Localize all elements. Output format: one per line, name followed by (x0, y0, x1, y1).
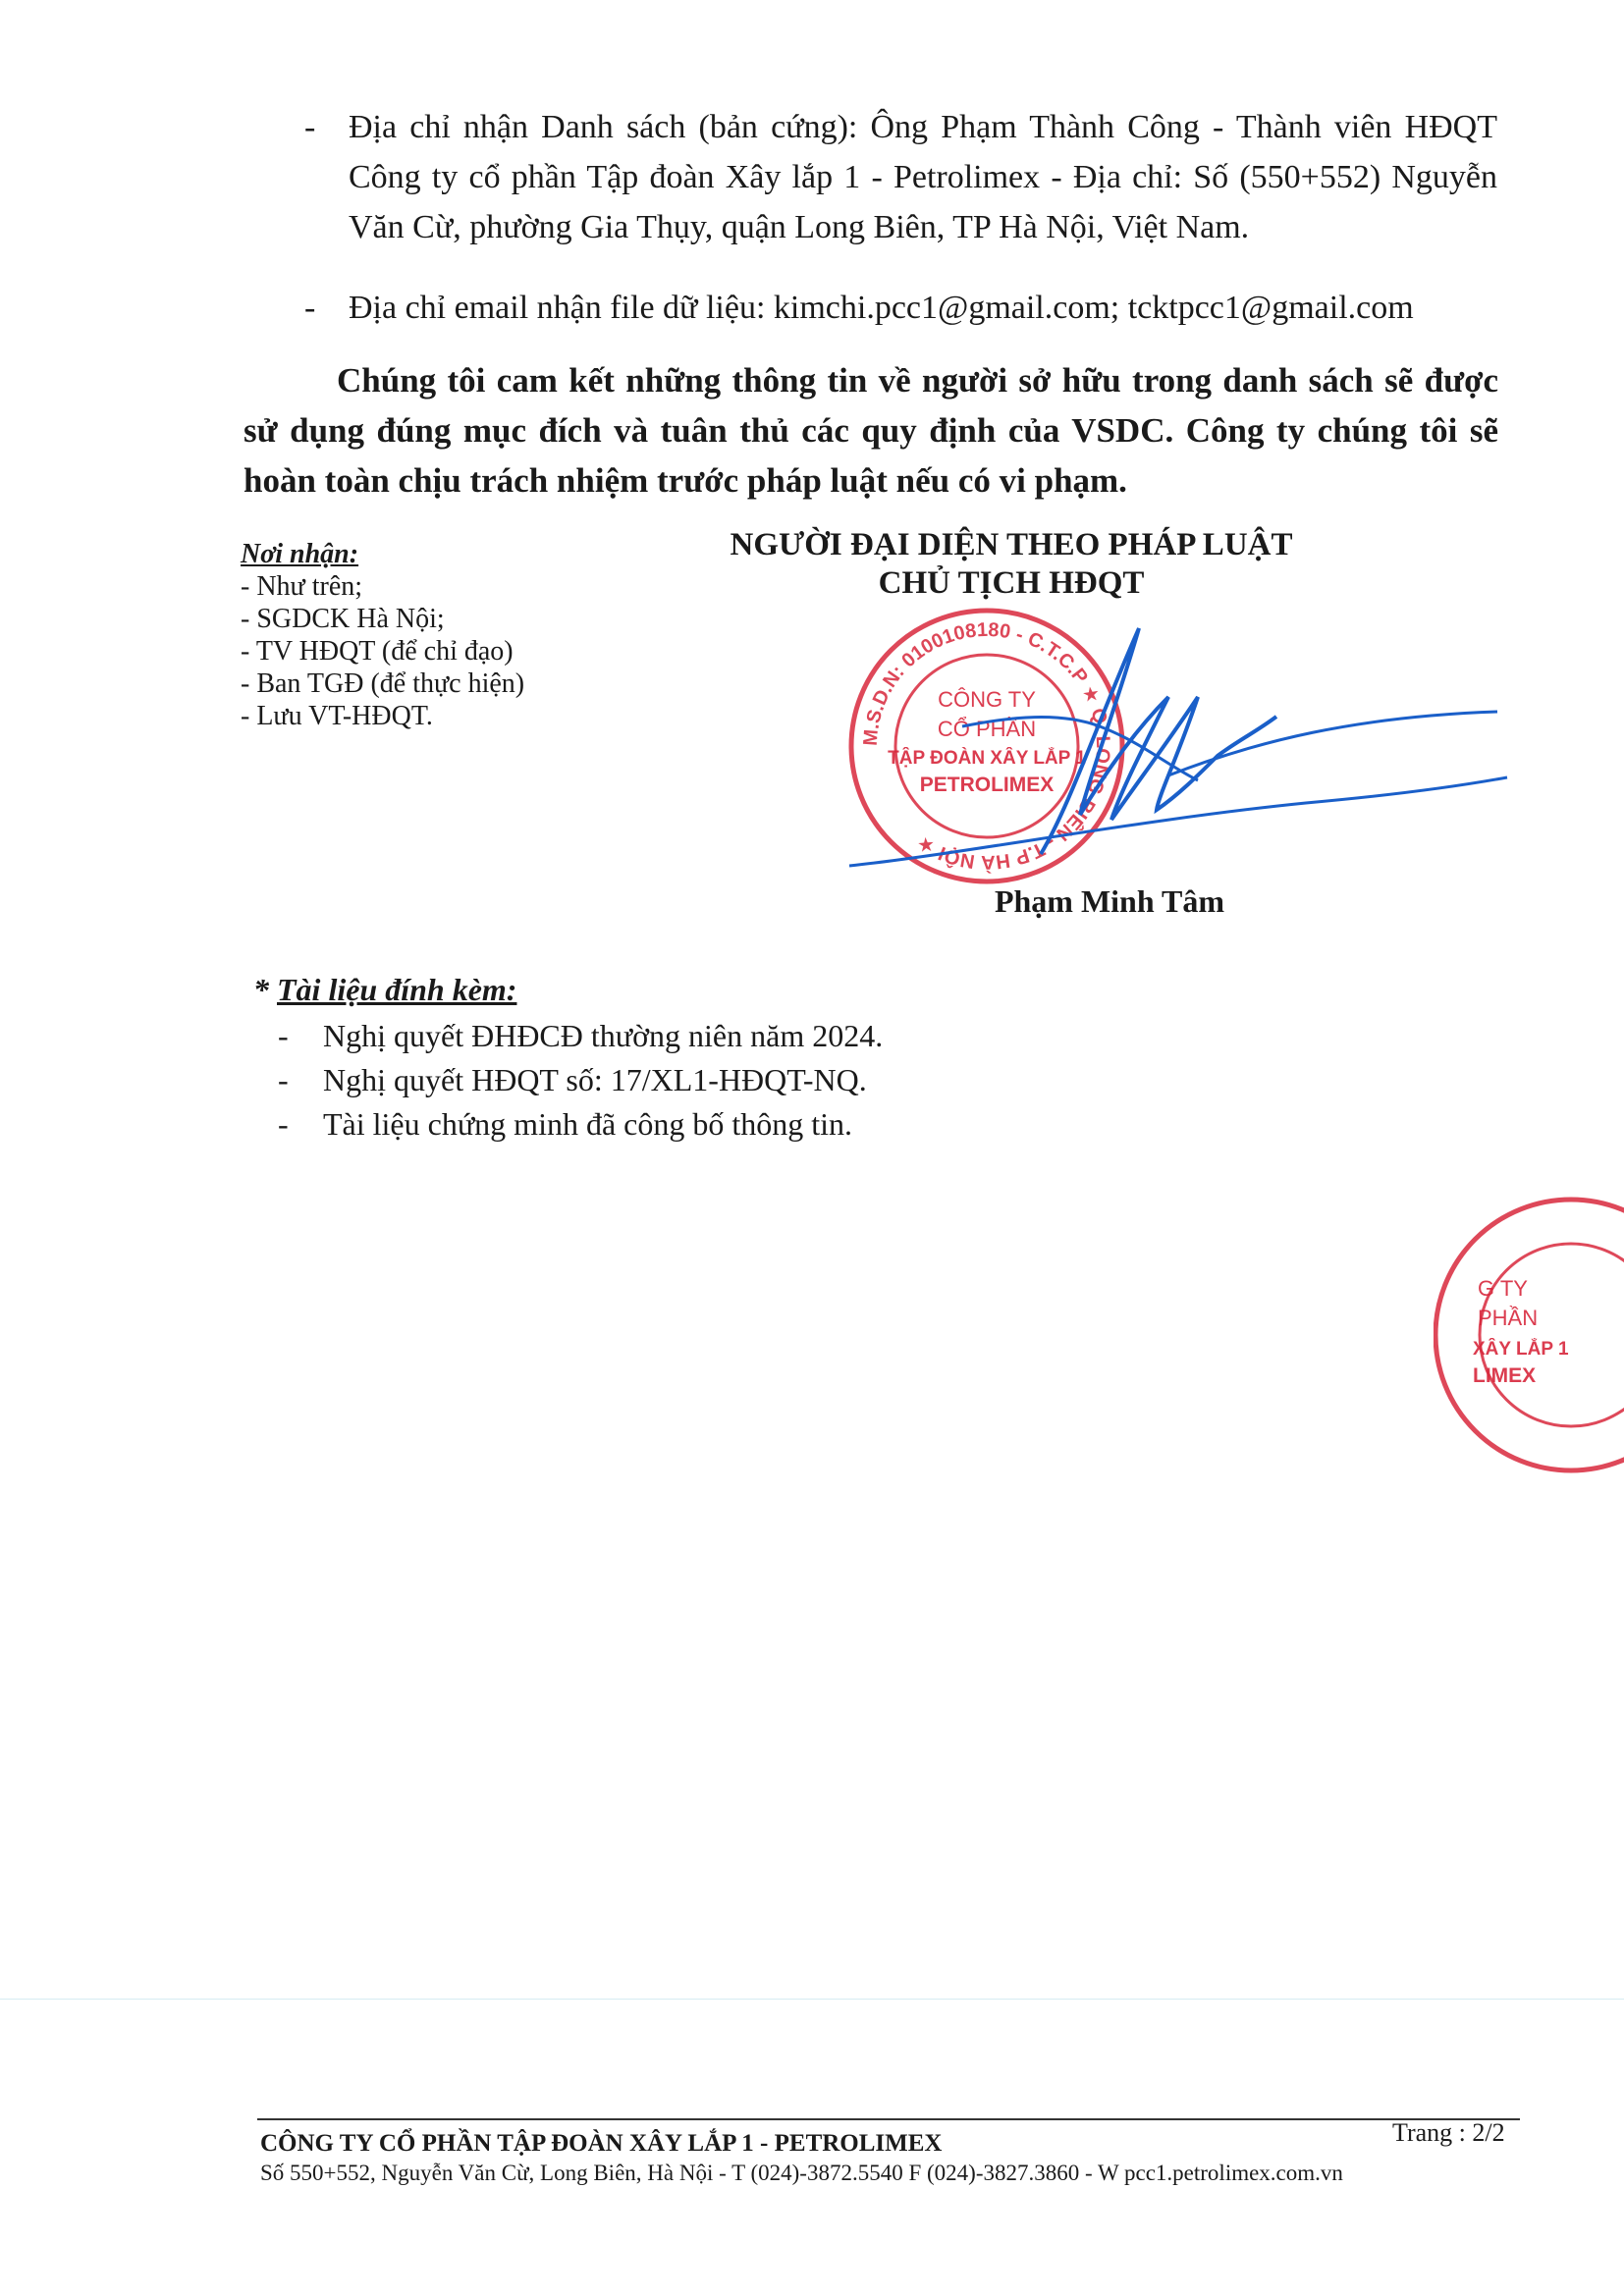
bullet-email-address (304, 283, 1497, 333)
margin-stamp-partial (1434, 1188, 1624, 1482)
bullet-text: Địa chỉ nhận Danh sách (bản cứng): Ông Phạm Thành Công - Thành viên HĐQT Công ty cổ phần Tập đoàn Xây lắp 1 - Petrolimex - Địa chỉ: Số (550+552) Nguyễn Văn Cừ, phường Gia Thụy, quận Long Biên, TP Hà Nội, Việt Nam. (349, 109, 1497, 245)
footer-company-name: CÔNG TY CỔ PHẦN TẬP ĐOÀN XÂY LẮP 1 - PETROLIMEX (260, 2130, 943, 2157)
signature-title-line2: CHỦ TỊCH HĐQT (878, 565, 1145, 601)
bullet-text: Địa chỉ email nhận file dữ liệu: kimchi.pcc1@gmail.com; tcktpcc1@gmail.com (349, 290, 1414, 326)
svg-text:PETROLIMEX: PETROLIMEX (919, 774, 1055, 796)
recipient-item: - TV HĐQT (để chỉ đạo) (241, 636, 514, 667)
commitment-paragraph: Chúng tôi cam kết những thông tin về người sở hữu trong danh sách sẽ được sử dụng đúng mục đích và tuân thủ các quy định của VSDC. Công ty chúng tôi sẽ hoàn toàn chịu trách nhiệm trước pháp luật nếu có vi phạm. (244, 361, 1498, 500)
attachment-item: - Nghị quyết ĐHĐCĐ thường niên năm 2024. (278, 1018, 884, 1053)
recipient-item: - Lưu VT-HĐQT. (241, 701, 433, 731)
svg-text:LIMEX: LIMEX (1473, 1364, 1537, 1387)
svg-text:CÔNG TY: CÔNG TY (938, 687, 1036, 712)
recipient-item: - Ban TGĐ (để thực hiện) (241, 668, 525, 699)
recipients-block (241, 538, 524, 732)
signer-name: Phạm Minh Tâm (994, 883, 1225, 919)
attachments-heading-text: Tài liệu đính kèm: (277, 972, 517, 1007)
bullet-dash: - (304, 109, 316, 145)
svg-text:G TY: G TY (1478, 1276, 1528, 1301)
attachment-item: - Nghị quyết HĐQT số: 17/XL1-HĐQT-NQ. (278, 1062, 867, 1097)
signature-scribble (844, 609, 1512, 903)
attachments-heading (253, 972, 516, 1008)
signature-title-line1: NGƯỜI ĐẠI DIỆN THEO PHÁP LUẬT (730, 527, 1293, 562)
page-number: Trang : 2/2 (1392, 2118, 1505, 2147)
svg-text:XÂY LẮP 1: XÂY LẮP 1 (1473, 1339, 1569, 1360)
attachments-asterisk: * (253, 972, 277, 1007)
recipient-item: - Như trên; (241, 571, 363, 602)
recipients-heading: Nơi nhận: (241, 539, 359, 569)
bullet-dash: - (304, 290, 316, 326)
svg-text:M.S.D.N: 0100108180 - C.T.C.P: M.S.D.N: 0100108180 - C.T.C.P ★ Q. LONG BIÊN - T.P HÀ NỘI ★ (859, 618, 1114, 874)
recipient-item: - SGDCK Hà Nội; (241, 604, 445, 634)
scan-artifact-line (0, 1999, 1624, 2000)
svg-text:CỔ PHẦN: CỔ PHẦN (937, 717, 1037, 741)
attachment-item: - Tài liệu chứng minh đã công bố thông tin. (278, 1106, 853, 1142)
svg-text:PHẦN: PHẦN (1478, 1306, 1539, 1330)
footer-contact-info: Số 550+552, Nguyễn Văn Cừ, Long Biên, Hà Nội - T (024)-3872.5540 F (024)-3827.3860 - W pcc1.petrolimex.com.vn (260, 2161, 1343, 2185)
bullet-hardcopy-address (304, 102, 1497, 252)
footer-divider (257, 2118, 1520, 2120)
svg-text:TẬP ĐOÀN XÂY LẮP 1: TẬP ĐOÀN XÂY LẮP 1 (888, 748, 1086, 769)
